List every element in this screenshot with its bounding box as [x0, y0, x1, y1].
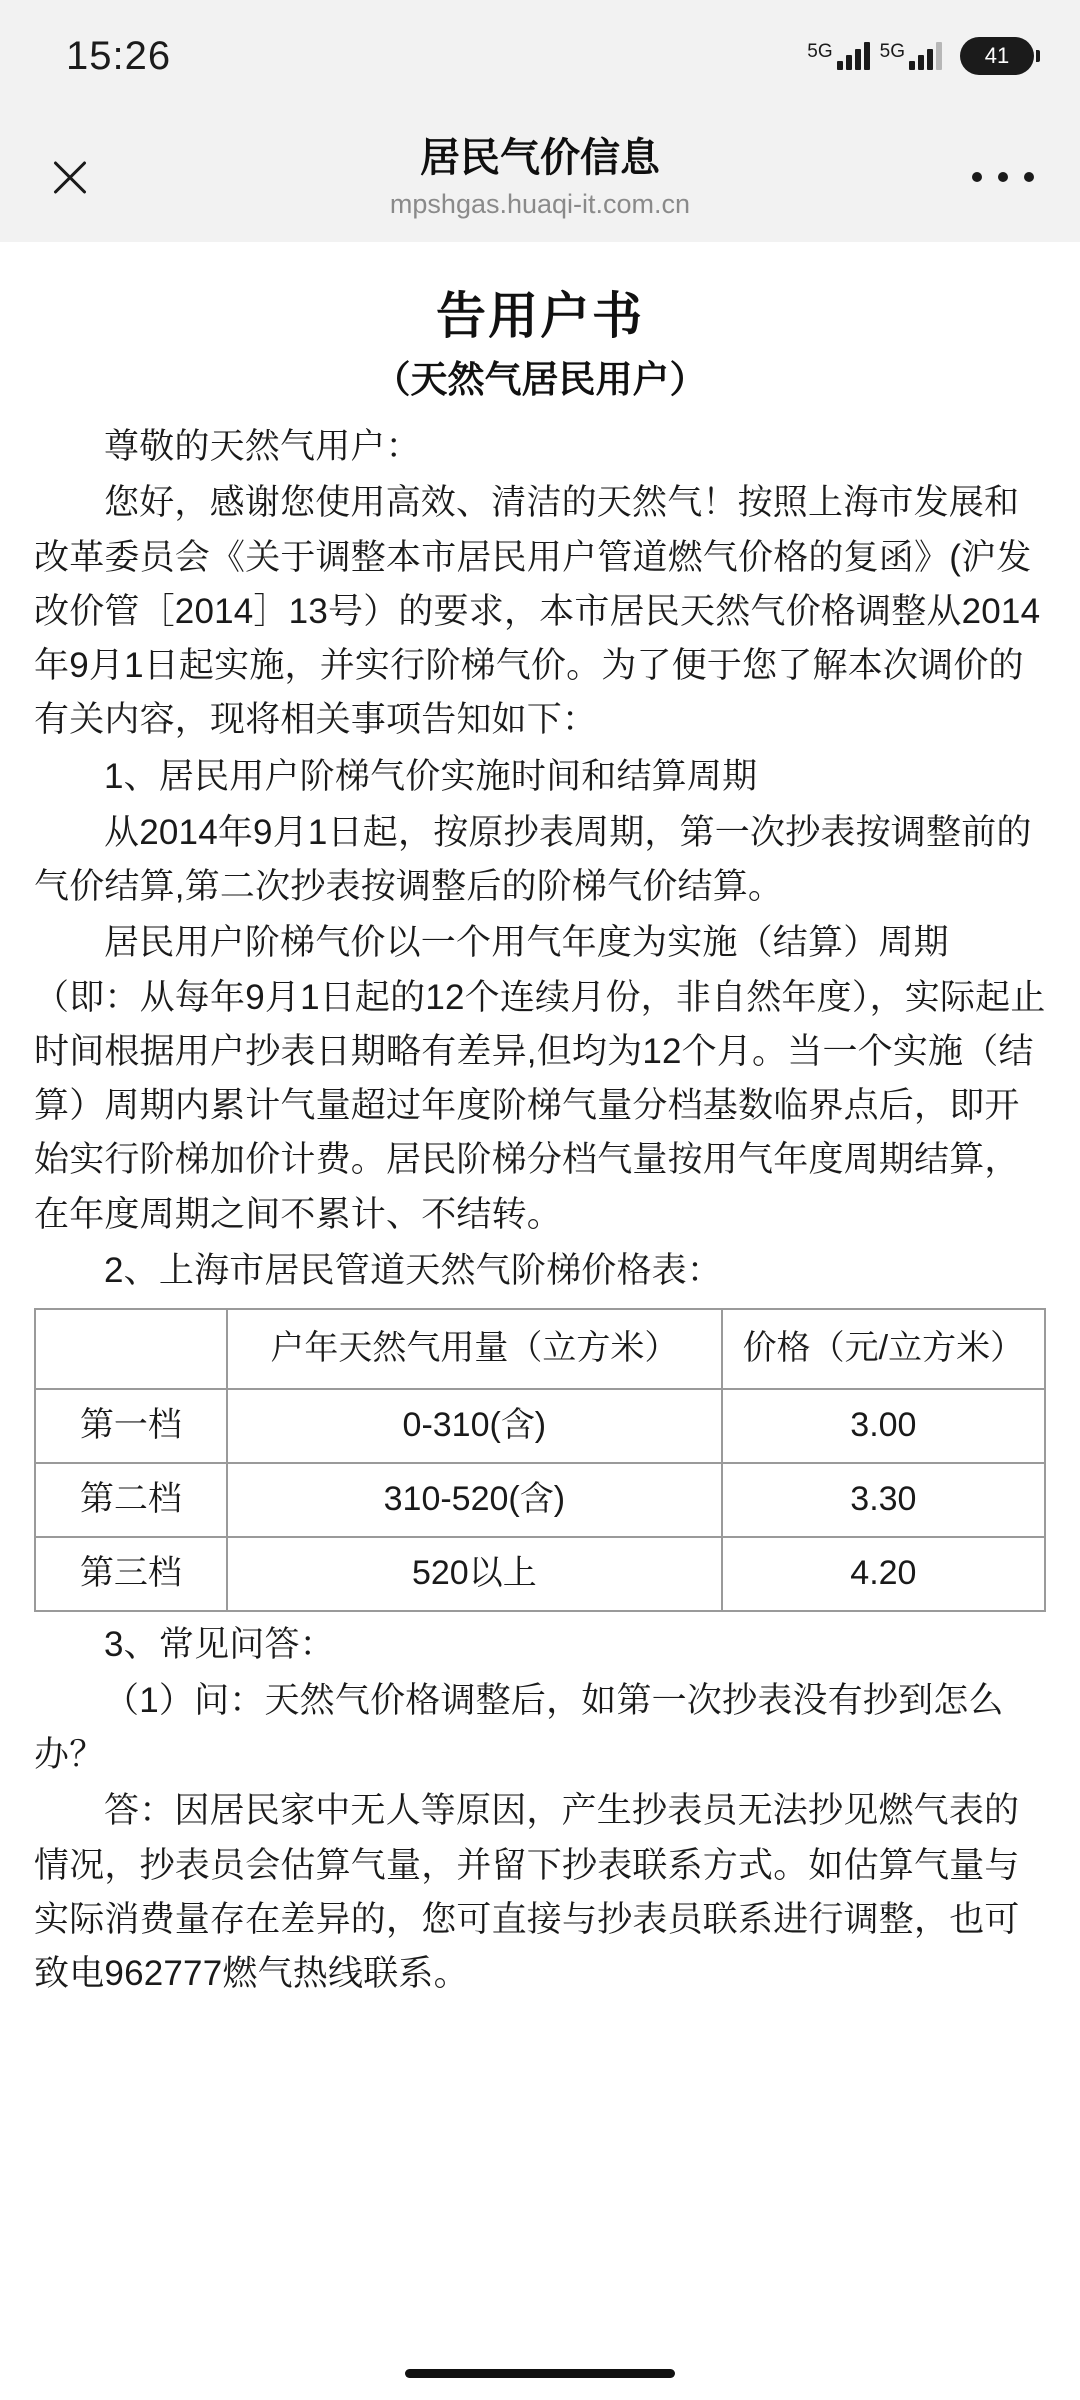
paragraph-section-2-heading: 2、上海市居民管道天然气阶梯价格表：	[104, 1250, 723, 1290]
table-row	[35, 1463, 1045, 1537]
paragraph-section-1-a: 从2014年9月1日起，按原抄表周期，第一次抄表按调整前的气价结算,第二次抄表按调整后的阶梯气价结算。	[34, 812, 1032, 907]
table-header-cell-usage: 户年天然气用量（立方米）	[227, 1309, 722, 1389]
table-header-cell-price: 价格（元/立方米）	[722, 1309, 1045, 1389]
network-type-label-1: 5G	[807, 41, 833, 62]
tier-usage: 0-310(含)	[227, 1389, 722, 1463]
tier-usage: 520以上	[227, 1537, 722, 1611]
paragraph-intro: 您好，感谢您使用高效、清洁的天然气！按照上海市发展和改革委员会《关于调整本市居民用户管道燃气价格的复函》(沪发改价管［2014］13号）的要求，本市居民天然气价格调整从2014年9月1日起实施，并实行阶梯气价。为了便于您了解本次调价的有关内容，现将相关事项告知如下：	[34, 483, 1041, 740]
signal-bars-icon-2	[909, 42, 942, 70]
paragraph-section-1-heading: 1、居民用户阶梯气价实施时间和结算周期	[104, 756, 758, 796]
battery-icon	[960, 37, 1034, 75]
table-header-row	[35, 1309, 1045, 1389]
page-url: mpshgas.huaqi-it.com.cn	[389, 188, 691, 219]
page-title: 居民气价信息	[420, 135, 660, 180]
tier-label: 第二档	[35, 1463, 227, 1537]
price-table	[34, 1308, 1046, 1612]
status-icons	[807, 37, 1034, 75]
browser-header	[0, 112, 1080, 242]
paragraph-faq-question-1: （1）问：天然气价格调整后，如第一次抄表没有抄到怎么办？	[34, 1680, 1004, 1775]
table-row	[35, 1537, 1045, 1611]
tier-usage: 310-520(含)	[227, 1463, 722, 1537]
status-bar	[0, 0, 1080, 112]
signal-2	[880, 42, 942, 70]
tier-price: 3.30	[722, 1463, 1045, 1537]
paragraph-faq-answer-1: 答：因居民家中无人等原因，产生抄表员无法抄见燃气表的情况，抄表员会估算气量，并留下抄表联系方式。如估算气量与实际消费量存在差异的，您可直接与抄表员联系进行调整，也可致电962777燃气热线联系。	[34, 1791, 1020, 1994]
paragraph-section-1-b: 居民用户阶梯气价以一个用气年度为实施（结算）周期（即：从每年9月1日起的12个连续月份，非自然年度），实际起止时间根据用户抄表日期略有差异,但均为12个月。当一个实施（结算）周期内累计气量超过年度阶梯气量分档基数临界点后，即开始实行阶梯加价计费。居民阶梯分档气量按用气年度周期结算，在年度周期之间不累计、不结转。	[34, 923, 1046, 1234]
table-row	[35, 1389, 1045, 1463]
close-icon[interactable]	[40, 147, 100, 207]
network-type-label-2: 5G	[879, 41, 905, 62]
status-time: 15:26	[66, 33, 172, 78]
more-options-icon[interactable]	[972, 157, 1034, 197]
tier-label: 第三档	[35, 1537, 227, 1611]
signal-1	[807, 42, 869, 70]
tier-price: 3.00	[722, 1389, 1045, 1463]
home-indicator[interactable]	[405, 2369, 675, 2378]
document-title: 告用户书	[436, 288, 644, 344]
tier-label: 第一档	[35, 1389, 227, 1463]
document-subtitle: （天然气居民用户）	[373, 359, 707, 400]
paragraph-section-3-heading: 3、常见问答：	[104, 1624, 335, 1664]
battery-percent-label: 41	[984, 43, 1010, 68]
webview-content[interactable]	[0, 242, 1080, 2400]
table-header-cell-blank	[35, 1309, 227, 1389]
signal-bars-icon-1	[837, 42, 870, 70]
tier-price: 4.20	[722, 1537, 1045, 1611]
header-titles	[0, 112, 1080, 242]
paragraph-greeting: 尊敬的天然气用户：	[104, 427, 421, 467]
